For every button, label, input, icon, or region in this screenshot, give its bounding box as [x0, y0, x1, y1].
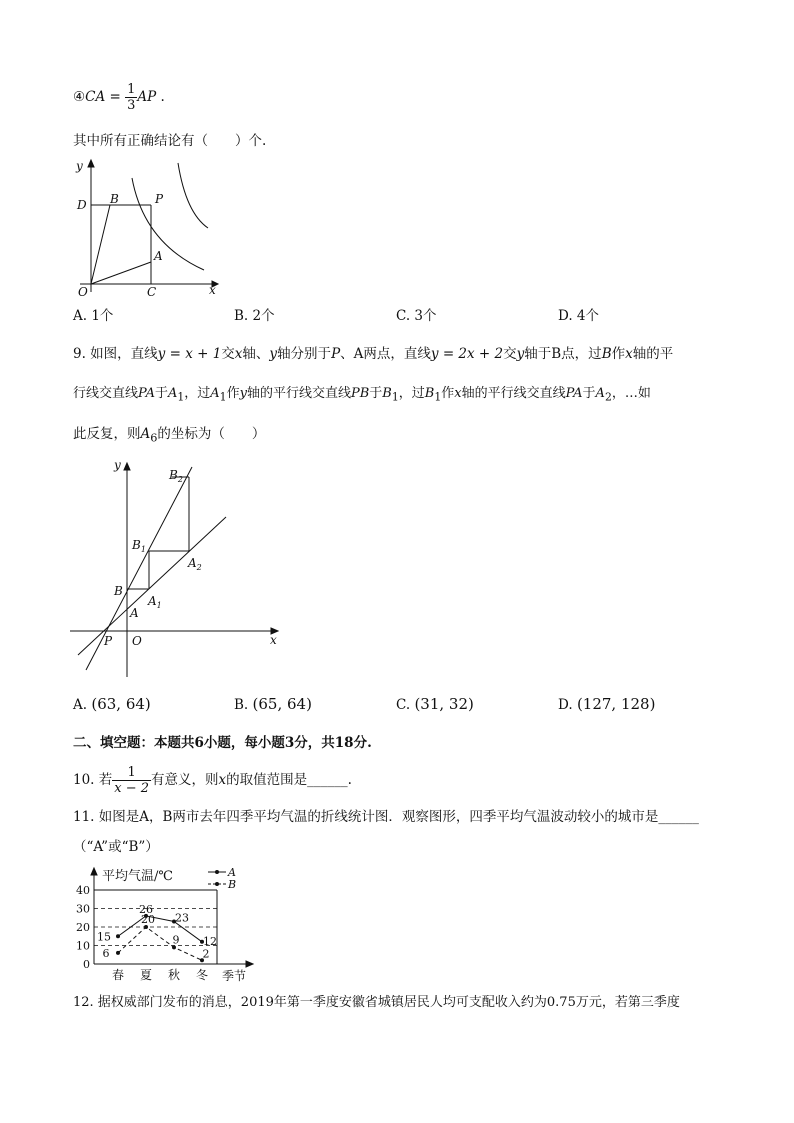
q9-var: y	[269, 346, 278, 362]
label-B2-letter: B	[169, 468, 178, 482]
label-B: B	[110, 192, 119, 206]
q9-line-3	[73, 425, 265, 448]
q9-text: 此反复，则	[73, 426, 141, 442]
fraction-numerator: 1	[127, 82, 136, 97]
q11-line-1: 11. 如图是A，B两市去年四季平均气温的折线统计图．观察图形，四季平均气温波动较小的城市是______	[73, 809, 699, 825]
label-O: O	[132, 634, 142, 648]
q9-text: ，过	[184, 386, 211, 401]
q9-var: x	[454, 386, 462, 401]
q12: 12. 据权威部门发布的消息，2019年第一季度安徽省城镇居民人均可支配收入约为0.75万元，若第三季度	[73, 995, 680, 1010]
q11-line-2: （“A”或“B”）	[73, 839, 159, 855]
period: .	[160, 89, 165, 105]
chart-xtick-3: 冬	[195, 968, 209, 982]
q9-var: P	[331, 346, 341, 362]
q9-text: 轴分别于	[277, 346, 332, 362]
label-P: P	[155, 192, 164, 206]
q9-var: y	[516, 346, 525, 362]
q9-text: 9. 如图，直线	[73, 346, 158, 362]
circled-number: ④	[73, 89, 86, 105]
chart-data-label-B-3: 2	[202, 947, 210, 961]
chart-xtick-0: 春	[111, 968, 125, 982]
fraction-one-third	[125, 82, 137, 113]
option-value: (127, 128)	[576, 695, 656, 713]
q9-text: 的坐标为（ ）	[157, 426, 266, 442]
q9-var: A	[210, 386, 220, 401]
q8-option-b[interactable]: B. 2个	[234, 308, 275, 324]
y-axis-arrow	[88, 160, 94, 167]
q9-subscript: 6	[150, 431, 158, 445]
label-A1	[147, 594, 162, 610]
q9-line-1	[73, 345, 673, 363]
chart-ytick-10: 10	[76, 939, 90, 953]
q9-var: x	[234, 346, 243, 362]
legend-marker-B	[215, 882, 219, 886]
outer-hyperbola	[178, 163, 208, 228]
q9-var: B	[601, 346, 612, 362]
label-B1-letter: B	[132, 538, 141, 552]
q9-var: B	[424, 386, 435, 401]
label-B1-sub: 1	[140, 545, 146, 554]
item-4-formula	[73, 82, 165, 113]
q9-subscript: 1	[391, 390, 399, 404]
chart-data-label-A-1: 26	[139, 902, 153, 916]
q9-text: 、A两点，直线	[340, 346, 431, 362]
label-x: x	[209, 283, 216, 297]
chart-x-axis-arrow	[246, 961, 253, 967]
q9-equation-2: y = 2x + 2	[430, 346, 504, 362]
chart-ytick-40: 40	[76, 884, 90, 897]
q10-fraction	[112, 765, 151, 796]
legend-marker-A	[215, 870, 219, 874]
label-A: A	[154, 249, 163, 263]
q9-var: x	[625, 346, 633, 362]
chart-point-B-0	[116, 951, 120, 955]
label-B2	[168, 468, 183, 484]
option-letter: C.	[396, 697, 411, 713]
chart-ytick-30: 30	[76, 902, 90, 916]
label-y: y	[114, 458, 121, 472]
equals-sign: =	[109, 89, 121, 105]
q9-text: 轴、	[242, 346, 270, 362]
line-PA	[78, 517, 226, 655]
q9-option-c[interactable]	[396, 695, 474, 714]
q9-text: 轴于B点，过	[524, 346, 602, 362]
label-A1-letter: A	[148, 594, 157, 608]
y-axis-arrow	[124, 463, 130, 470]
segment-OB	[91, 205, 110, 284]
chart-data-label-A-0: 15	[97, 930, 111, 944]
q9-var: PA	[138, 386, 155, 401]
q9-text: ，过	[398, 386, 425, 401]
option-value: (63, 64)	[91, 695, 151, 713]
q9-subscript: 1	[219, 390, 227, 404]
q9-subscript: 2	[604, 390, 612, 404]
chart-xlabel: 季节	[222, 969, 247, 983]
fraction-denominator: x − 2	[114, 781, 150, 796]
chart-data-label-A-3: 12	[203, 934, 217, 948]
q9-text: 轴的平行线交直线	[246, 386, 351, 401]
label-D: D	[77, 198, 87, 212]
q9-var: B	[382, 386, 392, 401]
q9-var: A	[140, 426, 151, 442]
chart-xtick-1: 夏	[139, 968, 153, 982]
q10-text: 有意义，则	[151, 772, 219, 788]
option-letter: A.	[73, 697, 88, 713]
legend-label-B: B	[228, 878, 237, 891]
chart-data-label-B-0: 6	[102, 946, 110, 960]
fraction-denominator: 3	[127, 98, 136, 113]
q9-text: 于	[582, 386, 596, 401]
chart-title: 平均气温/℃	[102, 869, 173, 884]
label-C: C	[147, 285, 157, 298]
label-P: P	[104, 634, 113, 648]
q8-prompt: 其中所有正确结论有（ ）个.	[73, 133, 267, 149]
chart-point-A-0	[116, 934, 120, 938]
q9-text: 轴的平行线交直线	[461, 386, 566, 401]
q10-text: 的取值范围是______.	[226, 772, 352, 788]
chart-xtick-2: 秋	[167, 968, 181, 982]
chart-data-label-B-2: 9	[172, 933, 180, 947]
q9-text: 作	[226, 386, 240, 401]
q9-text: 作	[441, 386, 455, 401]
fraction-numerator: 1	[112, 765, 151, 781]
q10	[73, 765, 352, 796]
q9-text: ，…如	[611, 386, 651, 401]
q9-option-a[interactable]	[73, 695, 151, 714]
label-B2-sub: 2	[177, 475, 183, 484]
q9-var: A	[167, 386, 178, 401]
q9-subscript: 1	[434, 390, 442, 404]
label-A2-letter: A	[188, 556, 197, 570]
q9-var: PB	[350, 386, 370, 401]
label-A: A	[130, 606, 139, 620]
q9-option-b[interactable]	[234, 695, 312, 714]
q10-var: x	[218, 772, 227, 788]
q9-subscript: 1	[177, 390, 185, 404]
q8-option-c[interactable]: C. 3个	[396, 308, 437, 324]
q9-text: 于	[154, 386, 168, 401]
chart-data-label-B-1: 20	[141, 913, 155, 926]
label-B: B	[114, 584, 123, 598]
q9-text: 交	[221, 346, 235, 362]
option-value: (31, 32)	[414, 695, 474, 713]
label-O: O	[78, 285, 88, 298]
q8-figure	[72, 158, 222, 298]
q9-var: y	[239, 386, 247, 401]
label-A2-sub: 2	[196, 563, 202, 572]
chart-series-line-A	[118, 916, 202, 942]
chart-series-line-B	[118, 927, 202, 960]
q8-option-a[interactable]: A. 1个	[73, 308, 114, 324]
label-A1-sub: 1	[156, 601, 162, 610]
label-x: x	[270, 633, 277, 647]
q9-text: 轴的平	[632, 346, 674, 362]
q9-option-d[interactable]	[558, 695, 655, 714]
option-letter: B.	[234, 697, 249, 713]
q9-text: 于	[369, 386, 383, 401]
q8-option-d[interactable]: D. 4个	[558, 308, 600, 324]
legend-label-A: A	[228, 866, 236, 879]
chart-legend	[208, 866, 236, 891]
inner-hyperbola	[132, 178, 204, 270]
chart-ytick-0: 0	[83, 958, 90, 971]
segment-OA	[91, 262, 151, 284]
q9-var: A	[595, 386, 605, 401]
q9-var: PA	[565, 386, 583, 401]
chart-data-label-A-2: 23	[175, 911, 189, 925]
formula-rhs: AP	[137, 89, 157, 105]
option-letter: D.	[558, 697, 573, 713]
q9-text: 交	[503, 346, 517, 362]
chart-y-axis-arrow	[91, 868, 97, 875]
section-2-heading: 二、填空题：本题共6小题，每小题3分，共18分.	[73, 735, 372, 751]
q9-equation-1: y = x + 1	[157, 346, 222, 362]
q9-line-2	[73, 385, 651, 407]
formula-lhs: CA	[85, 89, 106, 105]
q9-figure	[68, 455, 283, 683]
q10-text: 10. 若	[73, 772, 113, 788]
q9-text: 行线交直线	[73, 386, 139, 401]
q9-text: 作	[611, 346, 626, 362]
label-A2	[187, 556, 202, 572]
option-value: (65, 64)	[252, 695, 312, 713]
label-y: y	[76, 159, 83, 173]
temperature-line-chart	[70, 862, 270, 986]
chart-ytick-20: 20	[76, 921, 90, 934]
label-B1	[131, 538, 146, 554]
